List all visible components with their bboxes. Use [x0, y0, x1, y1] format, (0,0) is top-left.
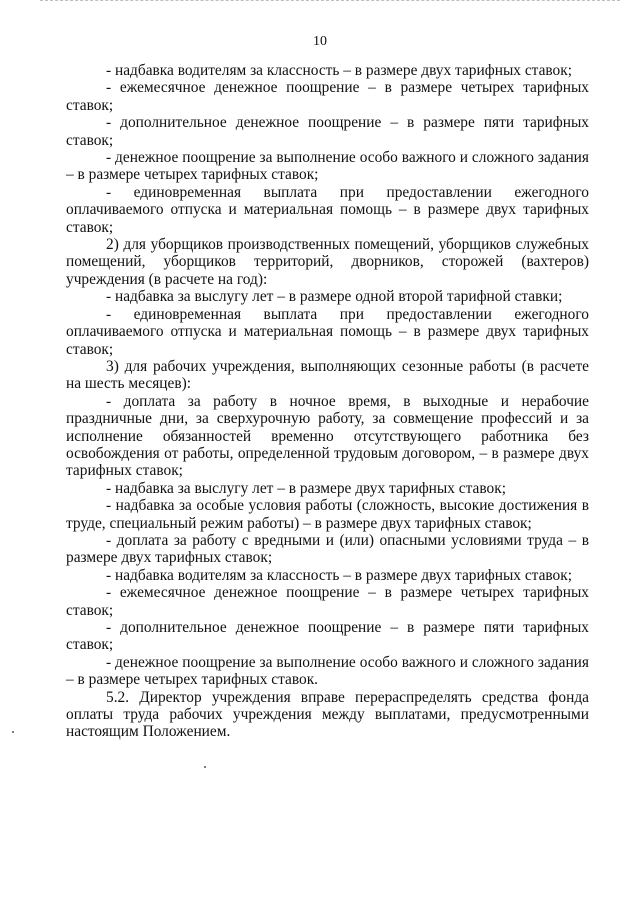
page-number: 10 [313, 34, 327, 49]
paragraph-hazardous-conditions: - доплата за работу с вредными и (или) опасными условиями труда – в размере двух тарифных ставок; [66, 531, 589, 567]
paragraph-special-conditions: - надбавка за особые условия работы (сложность, высокие достижения в труде, специальный режим работы) – в размере двух тарифных ставок; [66, 497, 589, 532]
paragraph-vacation-payment-2: - единовременная выплата при предоставлении ежегодного оплачиваемого отпуска и материальная помощь – в размере двух тарифных ставок; [66, 305, 589, 358]
paragraph-important-task-bonus: - денежное поощрение за выполнение особо важного и сложного задания – в размере четырех тарифных ставок; [66, 149, 589, 184]
paragraph-monthly-bonus-2: - ежемесячное денежное поощрение – в размере четырех тарифных ставок; [66, 584, 589, 619]
scan-speck [204, 766, 206, 768]
paragraph-seniority-half-rate: - надбавка за выслугу лет – в размере одной второй тарифной ставки; [106, 288, 563, 306]
paragraph-clause-5-2: 5.2. Директор учреждения вправе перераспределять средства фонда оплаты труда рабочих учреждения между выплатами, предусмотренными настоящим Положением. [66, 688, 589, 741]
document-body [66, 62, 589, 741]
paragraph-driver-class-bonus: - надбавка водителям за классность – в размере двух тарифных ставок; [106, 62, 573, 79]
paragraph-vacation-payment: - единовременная выплата при предоставлении ежегодного оплачиваемого отпуска и материальная помощь – в размере двух тарифных ставок; [66, 183, 589, 236]
paragraph-section-3-seasonal: 3) для рабочих учреждения, выполняющих сезонные работы (в расчете на шесть месяцев): [66, 357, 589, 393]
paragraph-important-task-bonus-2: - денежное поощрение за выполнение особо важного и сложного задания – в размере четырех тарифных ставок. [66, 653, 589, 689]
scan-speck [12, 731, 14, 733]
paragraph-additional-bonus: - дополнительное денежное поощрение – в размере пяти тарифных ставок; [66, 114, 589, 149]
paragraph-seniority-two-rates: - надбавка за выслугу лет – в размере двух тарифных ставок; [106, 479, 506, 497]
paragraph-monthly-bonus: - ежемесячное денежное поощрение – в размере четырех тарифных ставок; [66, 79, 589, 114]
paragraph-night-overtime-pay: - доплата за работу в ночное время, в выходные и нерабочие праздничные дни, за сверхурочную работу, за совмещение профессий и за исполнение обязанностей временно отсутствующего работника без освобождения от работы, определенной трудовым договором, – в размере двух тарифных ставок; [66, 392, 589, 480]
paragraph-driver-class-bonus-2: - надбавка водителям за классность – в размере двух тарифных ставок; [106, 566, 573, 584]
scan-edge-artifact [40, 0, 620, 3]
paragraph-section-2-cleaners: 2) для уборщиков производственных помещений, уборщиков служебных помещений, уборщиков территорий, дворников, сторожей (вахтеров) учреждения (в расчете на год): [66, 236, 589, 288]
paragraph-additional-bonus-2: - дополнительное денежное поощрение – в размере пяти тарифных ставок; [66, 619, 589, 654]
